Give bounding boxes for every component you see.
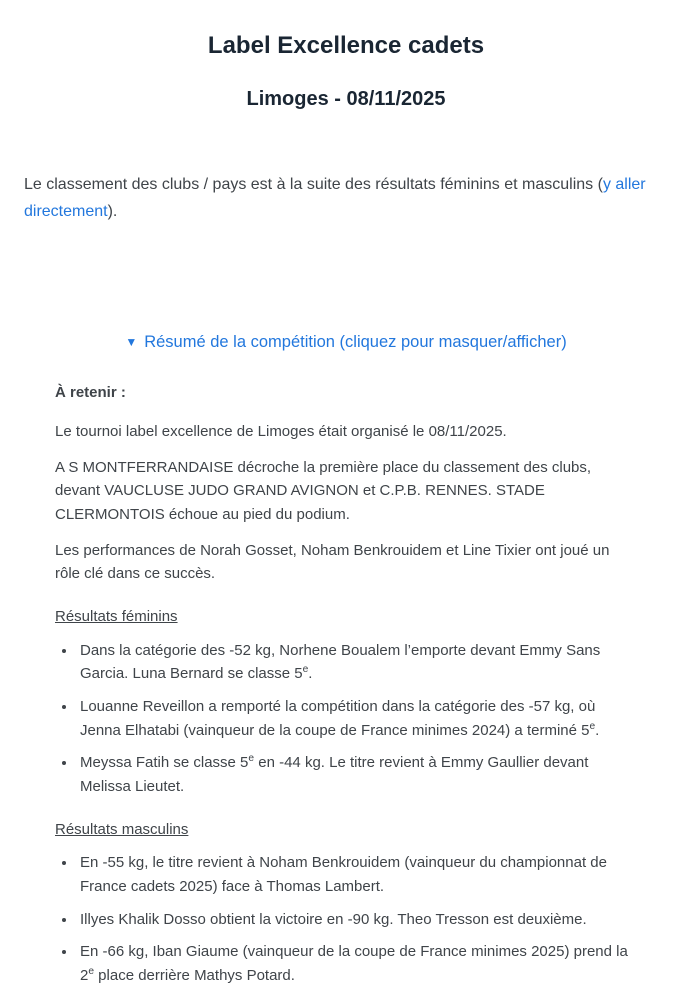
intro-paragraph — [24, 171, 666, 225]
male-results-heading: Résultats masculins — [55, 820, 189, 838]
jump-to-ranking-link[interactable]: y aller directement — [24, 176, 646, 221]
intro-text-after: ). — [107, 203, 118, 221]
summary-toggle-label: Résumé de la compétition (cliquez pour masquer/afficher) — [144, 333, 567, 352]
result-list-item: • Louanne Reveillon a remporté la compétition dans la catégorie des -57 kg, où Jenna Elhatabi (vainqueur de la coupe de France minimes 2024) a terminé 5e. — [77, 695, 628, 742]
summary-paragraph-1: Le tournoi label excellence de Limoges était organisé le 08/11/2025. — [55, 422, 507, 440]
female-results-heading: Résultats féminins — [55, 608, 178, 625]
triangle-down-icon: ▼ — [125, 335, 138, 350]
summary-paragraph-3: Les performances de Norah Gosset, Noham Benkrouidem et Line Tixier ont joué un rôle clé dans ce succès. — [55, 541, 610, 583]
result-list-item: • En -66 kg, Iban Giaume (vainqueur de la coupe de France minimes 2025) prend la 2e place derrière Mathys Potard. — [77, 940, 628, 987]
result-list-item: • En -55 kg, le titre revient à Noham Benkrouidem (vainqueur du championnat de France cadets 2025) face à Thomas Lambert. — [77, 851, 628, 898]
result-list-item: • Illyes Khalik Dosso obtient la victoire en -90 kg. Theo Tresson est deuxième. — [77, 908, 628, 932]
female-results-list — [55, 639, 628, 799]
male-results-list — [55, 851, 628, 987]
key-points-heading: À retenir : — [55, 384, 126, 402]
page-title: Label Excellence cadets — [207, 32, 485, 59]
result-list-item: • Meyssa Fatih se classe 5e en -44 kg. Le titre revient à Emmy Gaullier devant Melissa Lieutet. — [77, 751, 628, 798]
summary-toggle[interactable] — [0, 333, 692, 352]
result-list-item: • Dans la catégorie des -52 kg, Norhene Boualem l’emporte devant Emmy Sans Garcia. Luna Bernard se classe 5e. — [77, 639, 628, 686]
competition-summary — [55, 382, 628, 987]
summary-paragraph-2: A S MONTFERRANDAISE décroche la première place du classement des clubs, devant VAUCLUSE JUDO GRAND AVIGNON et C.P.B. RENNES. STADE CLERMONTOIS échoue au pied du podium. — [55, 458, 592, 523]
intro-text-before: Le classement des clubs / pays est à la suite des résultats féminins et masculins ( — [24, 176, 603, 193]
page-subtitle: Limoges - 08/11/2025 — [246, 88, 446, 110]
